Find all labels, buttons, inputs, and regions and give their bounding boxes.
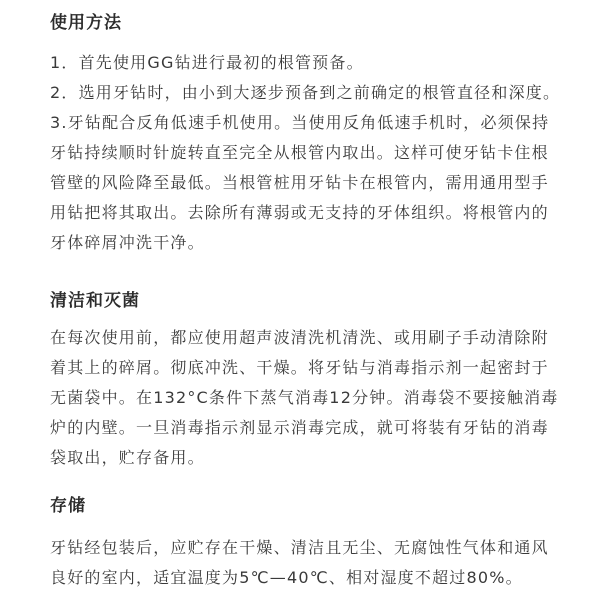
storage-line-2: 良好的室内，适宜温度为5℃—40℃、相对湿度不超过80%。: [50, 568, 523, 587]
usage-line-5: 管壁的风险降至最低。当根管桩用牙钻卡在根管内，需用通用型手: [50, 173, 549, 192]
section-title-cleaning: 清洁和灭菌: [50, 291, 140, 311]
cleaning-line-4: 炉的内壁。一旦消毒指示剂显示消毒完成，就可将装有牙钻的消毒: [50, 418, 549, 437]
cleaning-line-5: 袋取出，贮存备用。: [50, 448, 205, 467]
usage-line-7: 牙体碎屑冲洗干净。: [50, 233, 205, 252]
usage-line-4: 牙钻持续顺时针旋转直至完全从根管内取出。这样可使牙钻卡住根: [50, 143, 549, 162]
usage-line-3: 3.牙钻配合反角低速手机使用。当使用反角低速手机时，必须保持: [50, 113, 550, 132]
cleaning-line-2: 着其上的碎屑。彻底冲洗、干燥。将牙钻与消毒指示剂一起密封于: [50, 358, 549, 377]
usage-line-2: 2．选用牙钻时，由小到大逐步预备到之前确定的根管直径和深度。: [50, 83, 561, 102]
section-body-cleaning: [50, 323, 562, 473]
usage-line-6: 用钻把将其取出。去除所有薄弱或无支持的牙体组织。将根管内的: [50, 203, 549, 222]
usage-line-1: 1．首先使用GG钻进行最初的根管预备。: [50, 53, 364, 72]
section-title-storage: 存储: [50, 496, 86, 516]
section-title-usage: 使用方法: [50, 13, 122, 33]
section-body-storage: [50, 533, 562, 593]
cleaning-line-3: 无菌袋中。在132°C条件下蒸气消毒12分钟。消毒袋不要接触消毒: [50, 388, 559, 407]
section-body-usage: [50, 48, 562, 258]
storage-line-1: 牙钻经包装后，应贮存在干燥、清洁且无尘、无腐蚀性气体和通风: [50, 538, 549, 557]
cleaning-line-1: 在每次使用前，都应使用超声波清洗机清洗、或用刷子手动清除附: [50, 328, 549, 347]
